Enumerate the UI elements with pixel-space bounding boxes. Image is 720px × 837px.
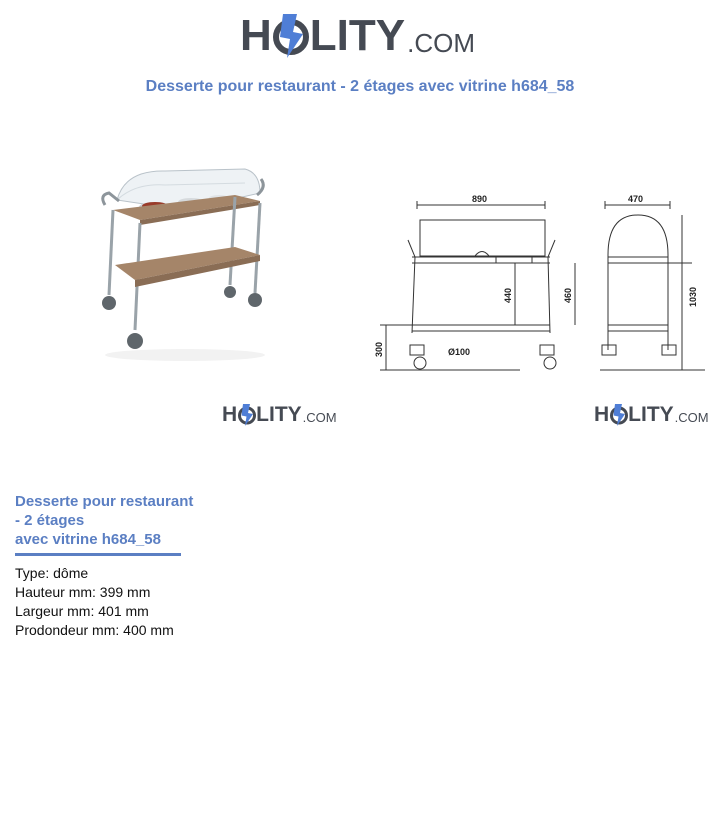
logo-o-icon xyxy=(610,403,628,427)
spec-width: Largeur mm: 401 mm xyxy=(15,603,149,619)
product-photo xyxy=(95,165,275,365)
spec-height: Hauteur mm: 399 mm xyxy=(15,584,151,600)
logo-letter-h: H xyxy=(240,11,272,60)
logo-letters-lity: LITY xyxy=(628,403,674,426)
dim-total-height-label: 1030 xyxy=(688,286,698,307)
page-title: Desserte pour restaurant - 2 étages avec vitrine h684_58 xyxy=(145,78,575,95)
product-heading xyxy=(15,492,215,549)
dim-width-label: 890 xyxy=(472,194,488,204)
logo-o-icon xyxy=(273,12,309,60)
spec-type: Type: dôme xyxy=(15,565,89,581)
product-heading-line: avec vitrine h684_58 xyxy=(15,531,161,548)
product-specs xyxy=(15,564,174,640)
logo-suffix: .COM xyxy=(407,28,475,58)
product-heading-line: Desserte pour restaurant xyxy=(15,493,194,510)
logo-letter-h: H xyxy=(222,403,238,426)
logo-letters-lity: LITY xyxy=(256,403,302,426)
logo-o-icon xyxy=(238,403,256,427)
heading-underline xyxy=(15,553,181,556)
logo-suffix: .COM xyxy=(302,410,337,425)
holity-logo[interactable] xyxy=(240,12,475,60)
holity-logo-small-left xyxy=(222,403,337,427)
dim-shelf-gap-label: 440 xyxy=(503,287,513,303)
holity-logo-small-right xyxy=(594,403,709,427)
technical-drawing xyxy=(370,185,710,380)
spec-depth: Prodondeur mm: 400 mm xyxy=(15,622,174,638)
logo-letter-h: H xyxy=(594,403,610,426)
dim-bottom-height-label: 300 xyxy=(374,341,384,357)
logo-suffix: .COM xyxy=(674,410,709,425)
product-heading-line: - 2 étages xyxy=(15,512,85,529)
logo-letters-lity: LITY xyxy=(309,11,406,60)
dim-depth-label: 470 xyxy=(628,194,644,204)
dim-wheel-label: Ø100 xyxy=(448,347,471,357)
dim-top-height-label: 460 xyxy=(563,287,573,303)
